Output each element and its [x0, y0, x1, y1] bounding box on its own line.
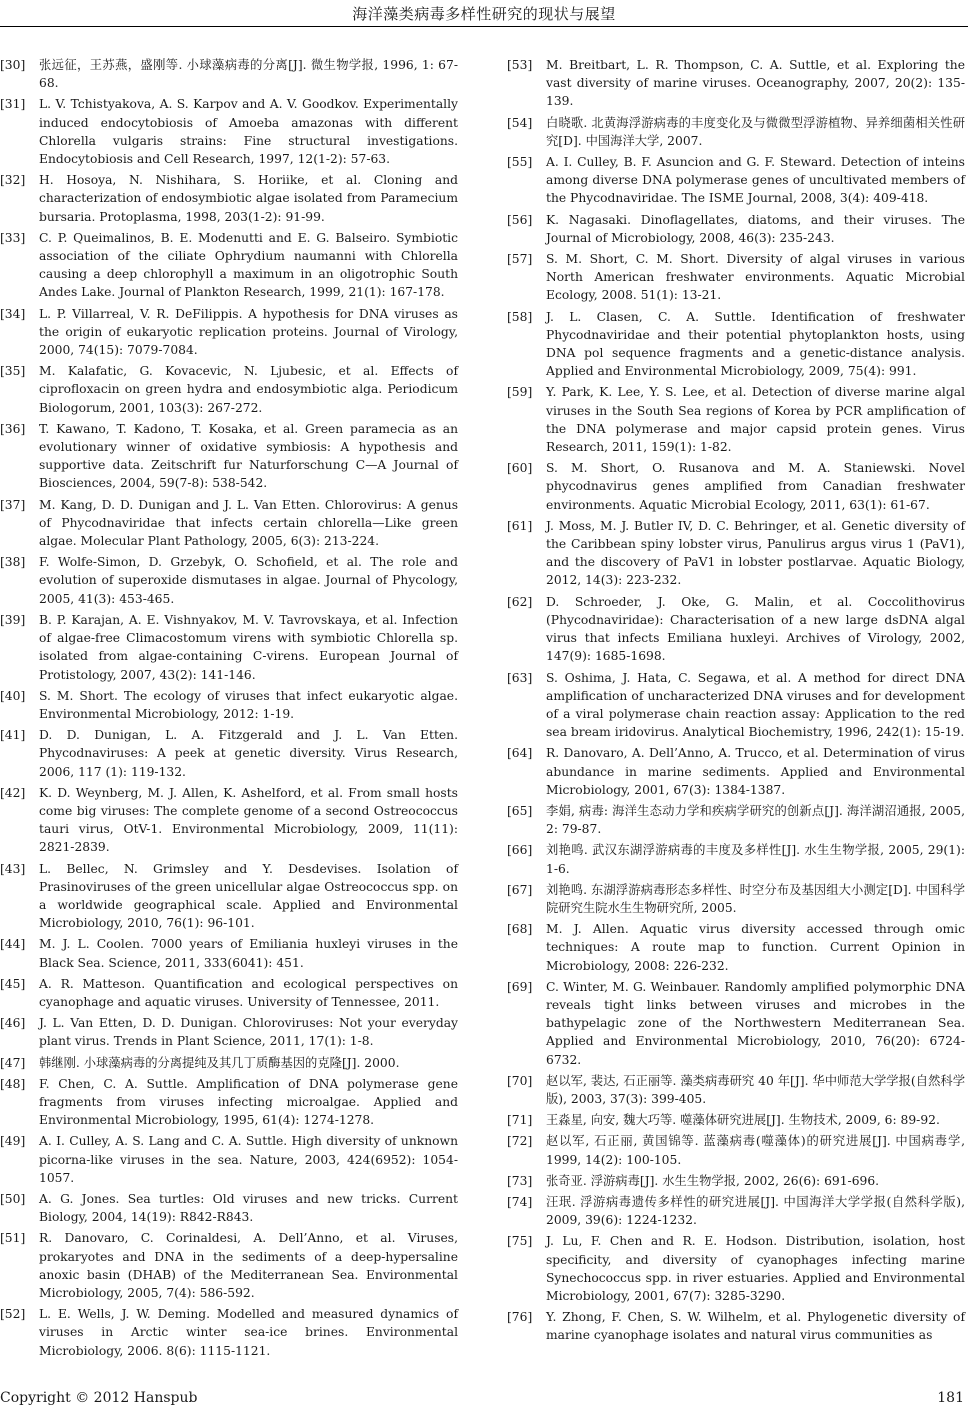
reference-entry [0, 726, 458, 781]
reference-number: [60] [507, 461, 533, 476]
reference-number: [69] [507, 979, 533, 994]
reference-entry [0, 860, 458, 933]
reference-entry [0, 1229, 458, 1302]
reference-number: [34] [0, 306, 26, 321]
reference-number: [71] [507, 1113, 533, 1128]
reference-number: [53] [507, 58, 533, 72]
reference-entry [507, 1193, 965, 1229]
reference-entry [0, 687, 458, 723]
reference-number: [44] [0, 937, 26, 952]
reference-text: D. D. Dunigan, L. A. Fitzgerald and J. L. Van Etten. Phycodnaviruses: A peek at genetic diversity. Virus Research, 2006, 117 (1): 119-132. [39, 728, 458, 779]
reference-text: Y. Zhong, F. Chen, S. W. Wilhelm, et al. Phylogenetic diversity of marine cyanophage isolates and natural virus communities as [546, 1310, 965, 1343]
reference-number: [59] [507, 385, 533, 400]
reference-number: [64] [507, 746, 533, 761]
reference-entry [507, 1111, 965, 1129]
reference-text: A. R. Matteson. Quantification and ecological perspectives on cyanophage and aquatic viruses. University of Tennessee, 2011. [39, 976, 458, 1009]
reference-text: F. Wolfe-Simon, D. Grzebyk, O. Schofield, et al. The role and evolution of superoxide dismutases in algae. Journal of Phycology, 2005, 41(3): 453-465. [39, 555, 458, 606]
reference-text: 汪珉. 浮游病毒遗传多样性的研究进展[J]. 中国海洋大学学报(自然科学版), 2009, 39(6): 1224-1232. [546, 1194, 965, 1228]
reference-number: [32] [0, 173, 26, 188]
reference-text: 李娟, 病毒: 海洋生态动力学和疾病学研究的创新点[J]. 海洋湖沼通报, 2005, 2: 79-87. [546, 803, 965, 837]
reference-number: [54] [507, 115, 533, 130]
reference-entry [0, 496, 458, 551]
reference-number: [75] [507, 1234, 533, 1249]
reference-text: Y. Park, K. Lee, Y. S. Lee, et al. Detection of diverse marine algal viruses in the South Sea regions of Korea by PCR amplification of the DNA polymerase and major capsid protein genes. Virus Research, 2011, 159(1): 1-82. [546, 385, 965, 455]
reference-text: M. Kalafatic, G. Kovacevic, N. Ljubesic, et al. Effects of ciprofloxacin on green hydra and endosymbiotic alga. Periodicum Biologorum, 2001, 103(3): 267-272. [39, 364, 458, 415]
reference-number: [33] [0, 230, 26, 245]
reference-number: [46] [0, 1016, 26, 1031]
reference-text: C. Winter, M. G. Weinbauer. Randomly amplified polymorphic DNA reveals tight links between viruses and microbes in the bathypelagic zone of the Northwestern Mediterranean Sea. Applied and Environmental Microbiology, 2010, 76(20): 6724-6732. [546, 979, 965, 1067]
reference-text: 赵以军, 裴达, 石正丽等. 藻类病毒研究 40 年[J]. 华中师范大学学报(自然科学版), 2003, 37(3): 399-405. [546, 1073, 965, 1106]
reference-entry [0, 935, 458, 971]
reference-text: J. L. Van Etten, D. D. Dunigan. Chloroviruses: Not your everyday plant virus. Trends in Plant Science, 2011, 17(1): 1-8. [39, 1016, 458, 1049]
reference-number: [40] [0, 688, 26, 703]
reference-text: M. Kang, D. D. Dunigan and J. L. Van Etten. Chlorovirus: A genus of Phycodnaviridae that infects certain chlorella—Like green algae. Molecular Plant Pathology, 2005, 6(3): 213-224. [39, 497, 458, 549]
reference-number: [74] [507, 1194, 533, 1209]
reference-text: D. Schroeder, J. Oke, G. Malin, et al. Coccolithovirus (Phycodnaviridae): Characterisation of a new large dsDNA algal virus that infects Emiliana huxleyi. Archives of Virology, 2002, 147(9): 1685-1698. [546, 594, 965, 664]
reference-entry [0, 229, 458, 302]
reference-entry [0, 56, 458, 92]
reference-text: L. Bellec, N. Grimsley and Y. Desdevises. Isolation of Prasinoviruses of the green unicellular algae Ostreococcus spp. on a worldwide geographical scale. Applied and Environmental Microbiology, 2010, 76(1): 96-101. [39, 861, 458, 931]
reference-entry [507, 1232, 965, 1305]
reference-entry [507, 308, 965, 381]
reference-number: [39] [0, 612, 26, 627]
reference-entry [507, 593, 965, 666]
reference-text: S. M. Short, C. M. Short. Diversity of algal viruses in various North American freshwater environments. Aquatic Microbial Ecology, 2008. 51(1): 13-21. [546, 252, 965, 303]
reference-text: 赵以军, 石正丽, 黄国锦等. 蓝藻病毒(噬藻体)的研究进展[J]. 中国病毒学, 1999, 14(2): 100-105. [546, 1134, 965, 1167]
reference-entry [0, 784, 458, 857]
reference-text: R. Danovaro, A. Dell’Anno, A. Trucco, et al. Determination of virus abundance in marine sediments. Applied and Environmental Microbiology, 2001, 67(3): 1384-1387. [546, 746, 965, 797]
reference-entry [507, 250, 965, 305]
reference-text: S. M. Short. The ecology of viruses that infect eukaryotic algae. Environmental Microbiology, 2012: 1-19. [39, 688, 458, 721]
reference-number: [30] [0, 58, 26, 72]
reference-entry [0, 1075, 458, 1130]
page-header: 海洋藻类病毒多样性研究的现状与展望 [352, 5, 616, 23]
reference-entry [507, 841, 965, 877]
reference-number: [73] [507, 1173, 533, 1188]
footer-page-number: 181 [937, 1390, 964, 1406]
reference-number: [37] [0, 497, 26, 512]
reference-number: [35] [0, 364, 26, 379]
reference-text: L. V. Tchistyakova, A. S. Karpov and A. V. Goodkov. Experimentally induced endocytobiosis of Amoeba amazonas with different Chlorella vulgaris strains: Fine structural investigations. Endocytobiosis and Cell Research, 1997, 12(1-2): 57-63. [39, 97, 458, 167]
reference-text: 刘艳鸣. 东湖浮游病毒形态多样性、时空分布及基因组大小测定[D]. 中国科学院研究生院水生生物研究所, 2005. [546, 882, 965, 915]
reference-text: K. Nagasaki. Dinoflagellates, diatoms, and their viruses. The Journal of Microbiology, 2008, 46(3): 235-243. [546, 212, 965, 245]
reference-text: J. Moss, M. J. Butler IV, D. C. Behringer, et al. Genetic diversity of the Caribbean spiny lobster virus, Panulirus argus virus 1 (PaV1), and the discovery of PaV1 in lobster postlarvae. Aquatic Biology, 2012, 14(3): 223-232. [546, 518, 965, 588]
reference-column-left [0, 56, 458, 1363]
reference-number: [57] [507, 252, 533, 267]
reference-number: [49] [0, 1134, 26, 1149]
reference-text: T. Kawano, T. Kadono, T. Kosaka, et al. Green paramecia as an evolutionary winner of oxidative symbiosis: A hypothesis and supportive data. Zeitschrift fur Naturforschung C—A Journal of Biosciences, 2004, 59(7-8): 538-542. [39, 421, 458, 491]
reference-text: C. P. Queimalinos, B. E. Modenutti and E. G. Balseiro. Symbiotic association of the ciliate Ophrydium naumanni with Chlorella causing a deep chlorophyll a maximum in an oligotrophic South Andes Lake. Journal of Plankton Research, 1999, 21(1): 167-178. [39, 230, 458, 300]
reference-entry [0, 611, 458, 684]
reference-text: 刘艳鸣. 武汉东湖浮游病毒的丰度及多样性[J]. 水生生物学报, 2005, 29(1): 1-6. [546, 843, 965, 876]
reference-number: [41] [0, 728, 26, 743]
reference-number: [45] [0, 976, 26, 991]
reference-entry [507, 881, 965, 917]
reference-text: M. J. Allen. Aquatic virus diversity accessed through omic techniques: A route map to function. Current Opinion in Microbiology, 2008: 226-232. [546, 922, 965, 973]
reference-number: [63] [507, 670, 533, 685]
reference-entry [0, 95, 458, 168]
reference-text: L. E. Wells, J. W. Deming. Modelled and measured dynamics of viruses in Arctic winter sea-ice brines. Environmental Microbiology, 2006. 8(6): 1115-1121. [39, 1307, 458, 1358]
reference-entry [507, 669, 965, 742]
reference-number: [51] [0, 1231, 26, 1246]
reference-number: [38] [0, 555, 26, 570]
reference-entry [507, 56, 965, 111]
reference-text: S. Oshima, J. Hata, C. Segawa, et al. A method for direct DNA amplification of uncharacterized DNA viruses and for development of a viral polymerase chain reaction assay: Application to the red sea bream iridovirus. Analytical Biochemistry, 1996, 242(1): 15-19. [546, 670, 965, 740]
reference-number: [58] [507, 309, 533, 324]
reference-entry [0, 1014, 458, 1050]
reference-entry [507, 153, 965, 208]
reference-text: R. Danovaro, C. Corinaldesi, A. Dell’Anno, et al. Viruses, prokaryotes and DNA in the sediments of a deep-hypersaline anoxic basin (DHAB) of the Mediterranean Sea. Environmental Microbiology, 2005, 7(4): 586-592. [39, 1231, 458, 1300]
reference-entry [507, 920, 965, 975]
reference-text: J. Lu, F. Chen and R. E. Hodson. Distribution, isolation, host specificity, and diversity of cyanophages infecting marine Synechococcus spp. in river estuaries. Applied and Environmental Microbiology, 2001, 67(7): 3285-3290. [546, 1234, 965, 1303]
reference-entry [0, 1190, 458, 1226]
reference-entry [507, 802, 965, 838]
reference-number: [61] [507, 518, 533, 533]
reference-text: 张远征，王苏燕，盛刚等. 小球藻病毒的分离[J]. 微生物学报, 1996, 1: 67-68. [39, 58, 458, 91]
reference-entry [507, 744, 965, 799]
reference-entry [0, 1305, 458, 1360]
reference-text: B. P. Karajan, A. E. Vishnyakov, M. V. Tavrovskaya, et al. Infection of algae-free Climacostomum virens with symbiotic Chlorella sp. isolated from algae-containing C-virens. European Journal of Protistology, 2007, 43(2): 141-146. [39, 612, 458, 682]
reference-number: [67] [507, 882, 533, 897]
reference-text: 韩继刚. 小球藻病毒的分离提纯及其几丁质酶基因的克隆[J]. 2000. [39, 1055, 400, 1070]
reference-entry [0, 1132, 458, 1187]
reference-number: [76] [507, 1310, 533, 1325]
reference-text: M. J. L. Coolen. 7000 years of Emiliania huxleyi viruses in the Black Sea. Science, 2011, 333(6041): 451. [39, 937, 458, 970]
reference-number: [70] [507, 1073, 533, 1088]
reference-text: F. Chen, C. A. Suttle. Amplification of DNA polymerase gene fragments from viruses infecting microalgae. Applied and Environmental Microbiology, 1995, 61(4): 1274-1278. [39, 1076, 458, 1128]
reference-number: [65] [507, 803, 533, 818]
reference-entry [0, 362, 458, 417]
reference-entry [507, 211, 965, 247]
reference-number: [47] [0, 1055, 26, 1070]
reference-entry [0, 420, 458, 493]
reference-entry [507, 1308, 965, 1344]
reference-entry [507, 459, 965, 514]
reference-text: 白晓歌. 北黄海浮游病毒的丰度变化及与微微型浮游植物、异养细菌相关性研究[D]. 中国海洋大学, 2007. [546, 115, 965, 148]
reference-entry [507, 383, 965, 456]
header-rule [0, 26, 968, 27]
reference-number: [50] [0, 1191, 26, 1206]
reference-entry [507, 1132, 965, 1168]
reference-text: A. I. Culley, B. F. Asuncion and G. F. Steward. Detection of inteins among diverse DNA polymerase genes of uncultivated members of the Phycodnaviridae. The ISME Journal, 2008, 3(4): 409-418. [546, 155, 965, 206]
reference-entry [507, 517, 965, 590]
footer-copyright: Copyright © 2012 Hanspub [0, 1390, 198, 1406]
reference-number: [56] [507, 212, 533, 227]
reference-text: K. D. Weynberg, M. J. Allen, K. Ashelford, et al. From small hosts come big viruses: The complete genome of a second Ostreococcus tauri virus, OtV-1. Environmental Microbiology, 2009, 11(11): 2821-2839. [39, 785, 458, 855]
reference-text: A. G. Jones. Sea turtles: Old viruses and new tricks. Current Biology, 2004, 14(19): R842-R843. [39, 1191, 458, 1225]
reference-text: M. Breitbart, L. R. Thompson, C. A. Suttle, et al. Exploring the vast diversity of marine viruses. Oceanography, 2007, 20(2): 135-139. [546, 58, 965, 109]
reference-text: J. L. Clasen, C. A. Suttle. Identification of freshwater Phycodnaviridae and their potential phytoplankton hosts, using DNA pol sequence fragments and a genetic-distance analysis. Applied and Environmental Microbiology, 2009, 75(4): 991. [546, 309, 965, 379]
reference-entry [507, 114, 965, 150]
reference-number: [72] [507, 1134, 533, 1149]
reference-entry [0, 305, 458, 360]
reference-entry [0, 553, 458, 608]
reference-number: [42] [0, 785, 26, 800]
reference-entry [0, 1054, 458, 1072]
reference-column-right [507, 56, 965, 1348]
reference-number: [48] [0, 1076, 26, 1091]
reference-number: [36] [0, 421, 26, 436]
reference-number: [31] [0, 97, 26, 112]
reference-text: S. M. Short, O. Rusanova and M. A. Staniewski. Novel phycodnavirus genes amplified from Canadian freshwater environments. Aquatic Microbial Ecology, 2011, 63(1): 61-67. [546, 461, 965, 512]
reference-text: 王淼星, 向安, 魏大巧等. 噬藻体研究进展[J]. 生物技术, 2009, 6: 89-92. [546, 1113, 940, 1128]
reference-number: [43] [0, 861, 26, 876]
reference-number: [62] [507, 594, 533, 609]
reference-number: [68] [507, 922, 533, 937]
reference-entry [0, 975, 458, 1011]
reference-entry [507, 1172, 965, 1190]
reference-text: A. I. Culley, A. S. Lang and C. A. Suttle. High diversity of unknown picorna-like viruses in the sea. Nature, 2003, 424(6952): 1054-1057. [39, 1134, 458, 1185]
reference-entry [507, 978, 965, 1069]
reference-number: [66] [507, 843, 533, 858]
reference-number: [55] [507, 155, 533, 170]
reference-text: 张奇亚. 浮游病毒[J]. 水生生物学报, 2002, 26(6): 691-696. [546, 1173, 880, 1188]
reference-entry [0, 171, 458, 226]
reference-number: [52] [0, 1307, 26, 1322]
reference-text: L. P. Villarreal, V. R. DeFilippis. A hypothesis for DNA viruses as the origin of eukaryotic replication proteins. Journal of Virology, 2000, 74(15): 7079-7084. [39, 306, 458, 358]
reference-text: H. Hosoya, N. Nishihara, S. Horiike, et al. Cloning and characterization of endosymbiotic algae isolated from Paramecium bursaria. Protoplasma, 1998, 203(1-2): 91-99. [39, 173, 458, 224]
reference-entry [507, 1072, 965, 1108]
